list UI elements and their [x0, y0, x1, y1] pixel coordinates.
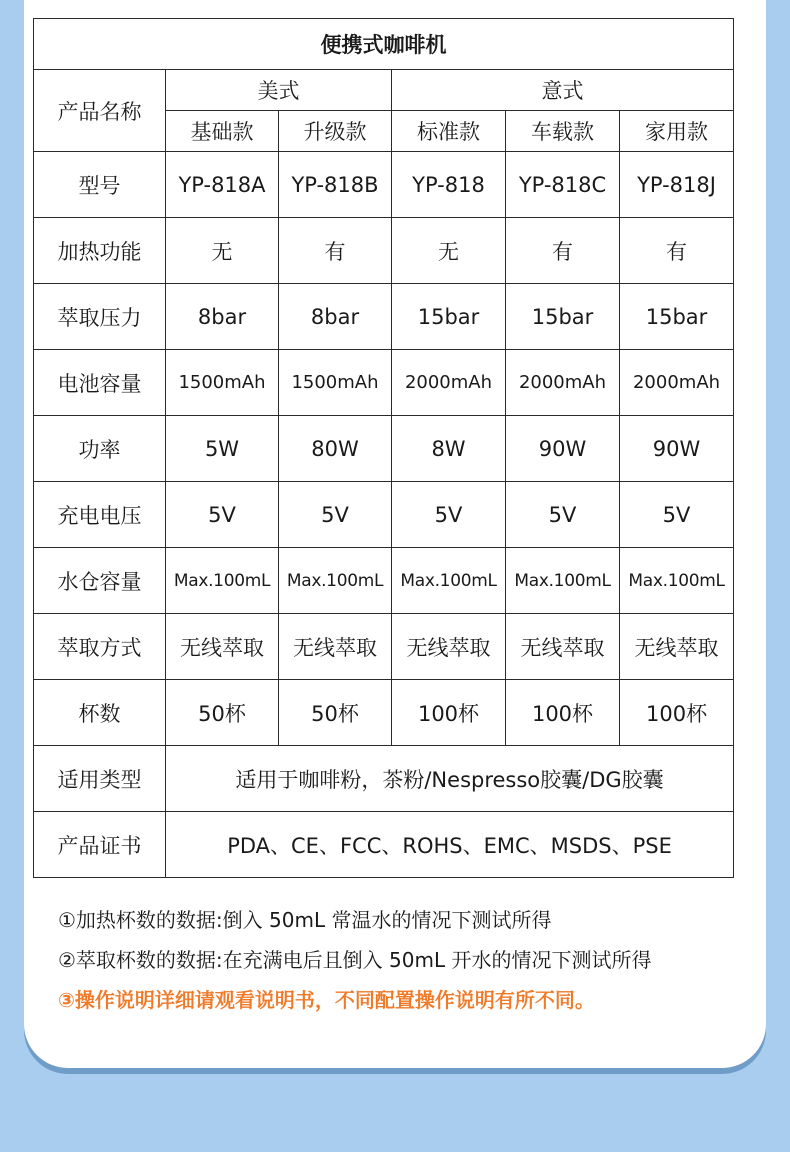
group-american: 美式 [166, 70, 392, 111]
row-label: 水仓容量 [34, 548, 166, 614]
table-cell: YP-818A [166, 152, 279, 218]
row-label: 加热功能 [34, 218, 166, 284]
table-cell: YP-818B [279, 152, 392, 218]
table-row [34, 350, 734, 416]
product-name-label: 产品名称 [34, 70, 166, 152]
table-cell: 15bar [620, 284, 734, 350]
table-cell: YP-818C [506, 152, 620, 218]
table-cell: 无 [166, 218, 279, 284]
table-cell: Max.100mL [279, 548, 392, 614]
variant-standard: 标准款 [392, 111, 506, 152]
table-row [34, 548, 734, 614]
variant-basic: 基础款 [166, 111, 279, 152]
table-cell: 50杯 [166, 680, 279, 746]
table-cell: 无 [392, 218, 506, 284]
table-cell: 2000mAh [506, 350, 620, 416]
table-cell: 5V [279, 482, 392, 548]
footnote-heating: ①加热杯数的数据:倒入 50mL 常温水的情况下测试所得 [58, 908, 552, 932]
header-group-row [34, 70, 734, 111]
row-label: 电池容量 [34, 350, 166, 416]
table-cell: Max.100mL [392, 548, 506, 614]
table-cell: 无线萃取 [166, 614, 279, 680]
group-italian: 意式 [392, 70, 734, 111]
table-cell: 15bar [392, 284, 506, 350]
footnotes [58, 900, 651, 1020]
table-cell: 80W [279, 416, 392, 482]
table-cell: Max.100mL [166, 548, 279, 614]
table-cell: YP-818 [392, 152, 506, 218]
row-label: 萃取压力 [34, 284, 166, 350]
table-cell: Max.100mL [506, 548, 620, 614]
title-row [34, 19, 734, 70]
row-label: 功率 [34, 416, 166, 482]
table-cell: 无线萃取 [506, 614, 620, 680]
variant-home: 家用款 [620, 111, 734, 152]
applicable-label: 适用类型 [34, 746, 166, 812]
table-row [34, 416, 734, 482]
table-cell: 8W [392, 416, 506, 482]
table-cell: 90W [620, 416, 734, 482]
table-cell: 有 [620, 218, 734, 284]
table-cell: 2000mAh [620, 350, 734, 416]
certificates-label: 产品证书 [34, 812, 166, 878]
table-cell: 8bar [279, 284, 392, 350]
table-row [34, 746, 734, 812]
table-row [34, 614, 734, 680]
table-cell: 1500mAh [279, 350, 392, 416]
table-cell: 5V [620, 482, 734, 548]
footnote-extraction: ②萃取杯数的数据:在充满电后且倒入 50mL 开水的情况下测试所得 [58, 948, 652, 972]
table-cell: 8bar [166, 284, 279, 350]
table-row [34, 482, 734, 548]
table-cell: Max.100mL [620, 548, 734, 614]
table-row [34, 284, 734, 350]
table-cell: 2000mAh [392, 350, 506, 416]
table-cell: 无线萃取 [620, 614, 734, 680]
variant-upgrade: 升级款 [279, 111, 392, 152]
row-label: 杯数 [34, 680, 166, 746]
table-row [34, 152, 734, 218]
footnote-warning: ③操作说明详细请观看说明书，不同配置操作说明有所不同。 [58, 988, 595, 1012]
row-label: 型号 [34, 152, 166, 218]
variant-car: 车载款 [506, 111, 620, 152]
row-label: 充电电压 [34, 482, 166, 548]
table-cell: 15bar [506, 284, 620, 350]
table-cell: 90W [506, 416, 620, 482]
table-cell: 5V [506, 482, 620, 548]
table-row [34, 218, 734, 284]
applicable-value: 适用于咖啡粉，茶粉/Nespresso胶囊/DG胶囊 [166, 746, 734, 812]
table-cell: 100杯 [620, 680, 734, 746]
table-cell: 5V [166, 482, 279, 548]
table-cell: 无线萃取 [392, 614, 506, 680]
table-cell: 50杯 [279, 680, 392, 746]
table-cell: 5V [392, 482, 506, 548]
table-cell: 100杯 [392, 680, 506, 746]
spec-table [33, 18, 734, 878]
table-row [34, 680, 734, 746]
table-cell: 1500mAh [166, 350, 279, 416]
table-row [34, 812, 734, 878]
table-cell: YP-818J [620, 152, 734, 218]
table-cell: 有 [279, 218, 392, 284]
table-cell: 5W [166, 416, 279, 482]
table-cell: 有 [506, 218, 620, 284]
table-cell: 无线萃取 [279, 614, 392, 680]
row-label: 萃取方式 [34, 614, 166, 680]
certificates-value: PDA、CE、FCC、ROHS、EMC、MSDS、PSE [166, 812, 734, 878]
table-title: 便携式咖啡机 [34, 19, 734, 70]
table-cell: 100杯 [506, 680, 620, 746]
